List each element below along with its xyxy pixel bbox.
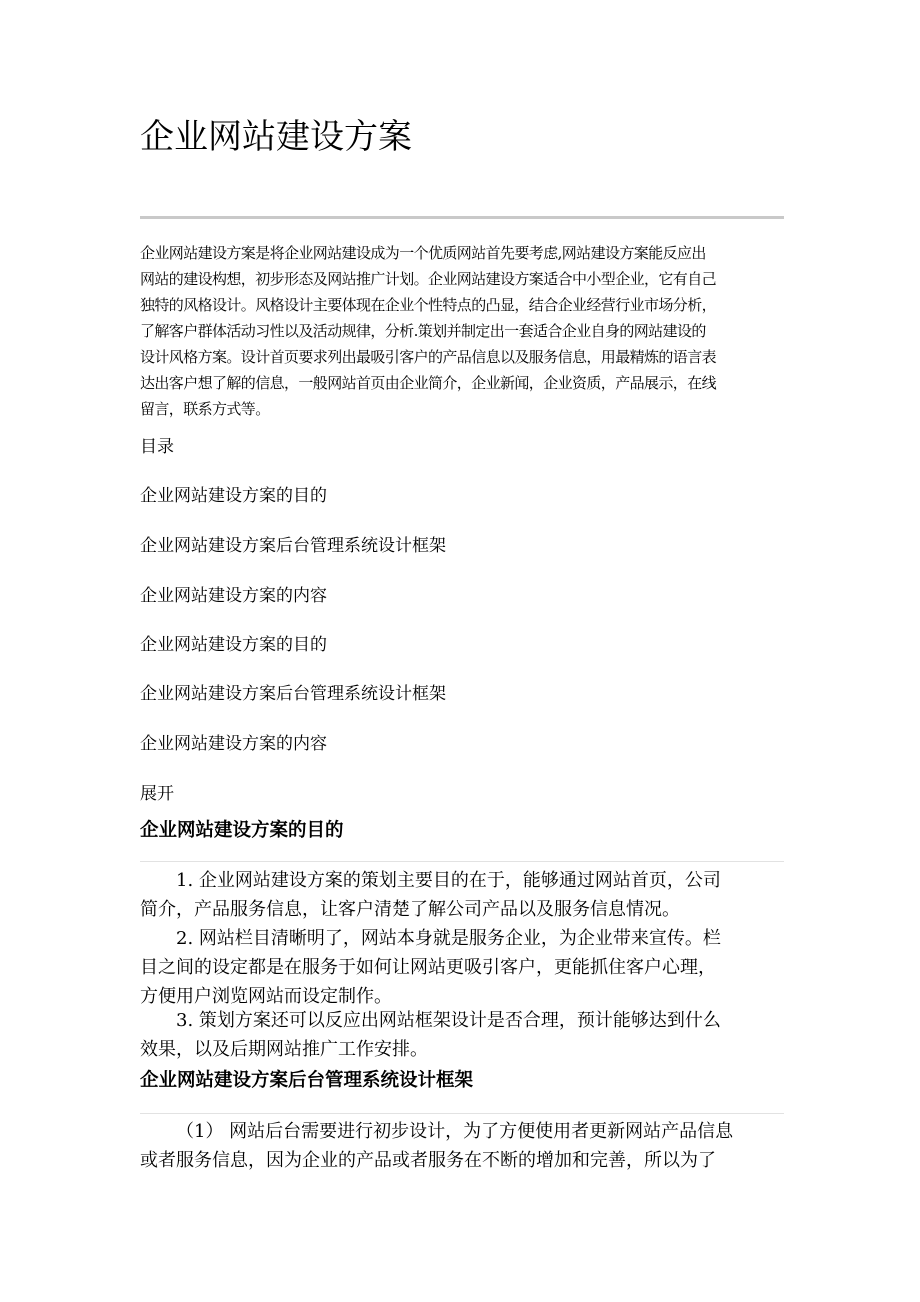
toc-link-backend-framework[interactable]: 企业网站建设方案后台管理系统设计框架 bbox=[140, 536, 446, 556]
toc-link-content[interactable]: 企业网站建设方案的内容 bbox=[140, 586, 327, 606]
paragraph-line: 或者服务信息，因为企业的产品或者服务在不断的增加和完善，所以为了 bbox=[140, 1150, 716, 1171]
toc-link-content[interactable]: 企业网站建设方案的内容 bbox=[140, 734, 327, 754]
section-divider bbox=[140, 861, 784, 862]
toc-link-purpose[interactable]: 企业网站建设方案的目的 bbox=[140, 635, 327, 655]
section-paragraph bbox=[140, 1006, 786, 1064]
intro-line: 留言，联系方式等。 bbox=[140, 400, 270, 418]
section-divider bbox=[140, 1113, 784, 1114]
paragraph-line: 3. 策划方案还可以反应出网站框架设计是否合理，预计能够达到什么 bbox=[176, 1010, 721, 1031]
intro-paragraph bbox=[140, 240, 786, 422]
toc-label: 目录 bbox=[140, 437, 174, 457]
paragraph-line: 简介，产品服务信息，让客户清楚了解公司产品以及服务信息情况。 bbox=[140, 899, 680, 920]
intro-line: 网站的建设构想，初步形态及网站推广计划。企业网站建设方案适合中小型企业，它有自己 bbox=[140, 270, 717, 288]
paragraph-line: （1） 网站后台需要进行初步设计，为了方便使用者更新网站产品信息 bbox=[176, 1121, 734, 1142]
intro-line: 独特的风格设计。风格设计主要体现在企业个性特点的凸显，结合企业经营行业市场分析， bbox=[140, 296, 717, 314]
section-heading-purpose: 企业网站建设方案的目的 bbox=[140, 820, 344, 841]
title-divider bbox=[140, 216, 784, 219]
toc-expand-button[interactable]: 展开 bbox=[140, 784, 174, 804]
intro-line: 了解客户群体活动习性以及活动规律，分析.策划并制定出一套适合企业自身的网站建设的 bbox=[140, 322, 706, 340]
paragraph-line: 1. 企业网站建设方案的策划主要目的在于，能够通过网站首页，公司 bbox=[176, 870, 721, 891]
paragraph-line: 2. 网站栏目清晰明了，网站本身就是服务企业，为企业带来宣传。栏 bbox=[176, 928, 721, 949]
toc-link-purpose[interactable]: 企业网站建设方案的目的 bbox=[140, 486, 327, 506]
toc-link-backend-framework[interactable]: 企业网站建设方案后台管理系统设计框架 bbox=[140, 684, 446, 704]
intro-line: 设计风格方案。设计首页要求列出最吸引客户的产品信息以及服务信息，用最精炼的语言表 bbox=[140, 348, 717, 366]
section-paragraph bbox=[140, 866, 786, 924]
page-title: 企业网站建设方案 bbox=[140, 117, 412, 157]
paragraph-line: 方便用户浏览网站而设定制作。 bbox=[140, 986, 392, 1007]
paragraph-line: 效果，以及后期网站推广工作安排。 bbox=[140, 1039, 428, 1060]
intro-line: 达出客户想了解的信息，一般网站首页由企业简介，企业新闻，企业资质，产品展示，在线 bbox=[140, 374, 717, 392]
intro-line: 企业网站建设方案是将企业网站建设成为一个优质网站首先要考虑,网站建设方案能反应出 bbox=[140, 244, 706, 262]
paragraph-line: 目之间的设定都是在服务于如何让网站更吸引客户，更能抓住客户心理， bbox=[140, 957, 716, 978]
section-heading-backend-framework: 企业网站建设方案后台管理系统设计框架 bbox=[140, 1070, 474, 1091]
section-paragraph bbox=[140, 1117, 786, 1175]
section-paragraph bbox=[140, 924, 786, 1011]
